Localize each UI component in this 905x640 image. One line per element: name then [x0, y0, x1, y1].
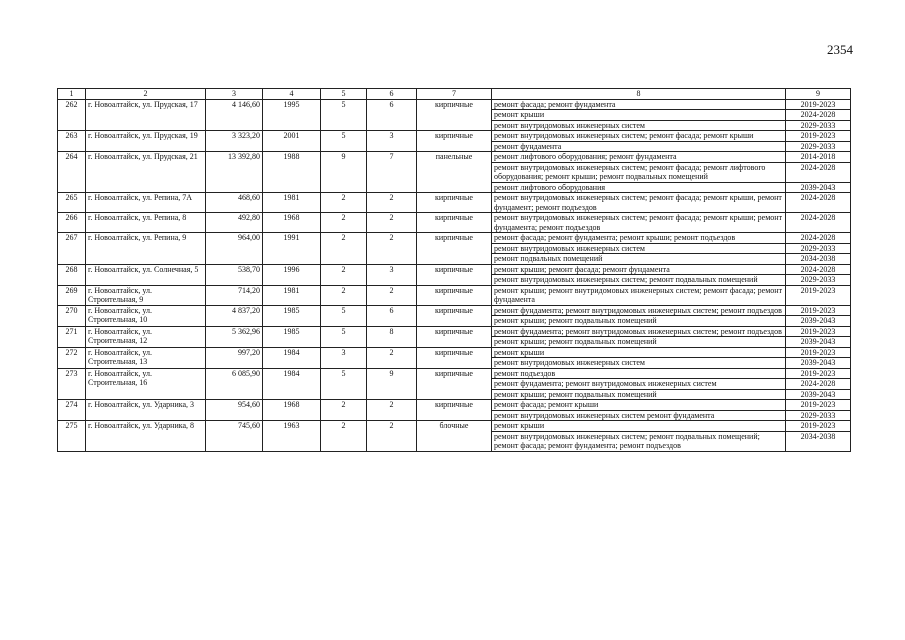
- table-row: [58, 400, 851, 411]
- area-cell: 997,20: [206, 347, 263, 368]
- header-cell: 1: [58, 89, 86, 100]
- repair-period-cell: 2019-2023: [786, 400, 851, 411]
- address-cell: г. Новоалтайск, ул. Прудская, 19: [86, 131, 206, 152]
- area-cell: 4 837,20: [206, 305, 263, 326]
- address-cell: г. Новоалтайск, ул. Прудская, 17: [86, 99, 206, 131]
- repair-work-cell: ремонт крыши; ремонт внутридомовых инженерных систем; ремонт фасада; ремонт фундамента: [492, 285, 786, 305]
- row-number: 267: [58, 233, 86, 265]
- repair-period-cell: 2029-2033: [786, 243, 851, 254]
- entrances-cell: 9: [367, 368, 417, 400]
- row-number: 266: [58, 213, 86, 233]
- floors-cell: 2: [321, 421, 367, 452]
- repair-period-cell: 2039-2043: [786, 389, 851, 400]
- header-cell: 8: [492, 89, 786, 100]
- repair-work-cell: ремонт подъездов: [492, 368, 786, 379]
- repair-work-cell: ремонт внутридомовых инженерных систем; ремонт фасада; ремонт крыши: [492, 131, 786, 142]
- floors-cell: 2: [321, 233, 367, 265]
- header-cell: 5: [321, 89, 367, 100]
- repair-work-cell: ремонт внутридомовых инженерных систем; ремонт фасада; ремонт крыши, ремонт фундамент; ремонт подъездов: [492, 193, 786, 213]
- address-cell: г. Новоалтайск, ул. Строительная, 12: [86, 326, 206, 347]
- floors-cell: 5: [321, 326, 367, 347]
- wall-material-cell: кирпичные: [417, 347, 492, 368]
- table-body: [58, 99, 851, 451]
- repair-period-cell: 2019-2023: [786, 285, 851, 305]
- year-cell: 1963: [263, 421, 321, 452]
- entrances-cell: 2: [367, 347, 417, 368]
- entrances-cell: 2: [367, 193, 417, 213]
- header-cell: 3: [206, 89, 263, 100]
- wall-material-cell: кирпичные: [417, 131, 492, 152]
- wall-material-cell: кирпичные: [417, 285, 492, 305]
- row-number: 268: [58, 264, 86, 285]
- year-cell: 1996: [263, 264, 321, 285]
- row-number: 271: [58, 326, 86, 347]
- area-cell: 492,80: [206, 213, 263, 233]
- address-cell: г. Новоалтайск, ул. Строительная, 13: [86, 347, 206, 368]
- year-cell: 1985: [263, 305, 321, 326]
- area-cell: 538,70: [206, 264, 263, 285]
- repair-period-cell: 2024-2028: [786, 233, 851, 244]
- repair-period-cell: 2039-2043: [786, 337, 851, 348]
- wall-material-cell: кирпичные: [417, 99, 492, 131]
- repair-work-cell: ремонт внутридомовых инженерных систем; ремонт фасада; ремонт крыши; ремонт фундамента; ремонт подъездов: [492, 213, 786, 233]
- row-number: 264: [58, 152, 86, 193]
- row-number: 273: [58, 368, 86, 400]
- repair-work-cell: ремонт внутридомовых инженерных систем: [492, 120, 786, 131]
- row-number: 272: [58, 347, 86, 368]
- area-cell: 13 392,80: [206, 152, 263, 193]
- address-cell: г. Новоалтайск, ул. Солнечная, 5: [86, 264, 206, 285]
- repair-work-cell: ремонт внутридомовых инженерных систем; ремонт подвальных помещений; ремонт фасада; ремонт фундамента; ремонт подъездов: [492, 431, 786, 451]
- table-row: [58, 99, 851, 110]
- floors-cell: 5: [321, 99, 367, 131]
- repair-period-cell: 2039-2043: [786, 316, 851, 327]
- repair-work-cell: ремонт подвальных помещений: [492, 254, 786, 265]
- repair-work-cell: ремонт крыши: [492, 347, 786, 358]
- table-row: [58, 347, 851, 358]
- wall-material-cell: кирпичные: [417, 368, 492, 400]
- repair-work-cell: ремонт лифтового оборудования: [492, 182, 786, 193]
- repair-period-cell: 2024-2028: [786, 379, 851, 390]
- repair-work-cell: ремонт внутридомовых инженерных систем; ремонт подвальных помещений: [492, 275, 786, 286]
- entrances-cell: 2: [367, 400, 417, 421]
- repair-period-cell: 2019-2023: [786, 99, 851, 110]
- row-number: 265: [58, 193, 86, 213]
- entrances-cell: 2: [367, 213, 417, 233]
- table-row: [58, 421, 851, 432]
- wall-material-cell: кирпичные: [417, 213, 492, 233]
- header-row: [58, 89, 851, 100]
- address-cell: г. Новоалтайск, ул. Строительная, 9: [86, 285, 206, 305]
- repair-period-cell: 2014-2018: [786, 152, 851, 163]
- entrances-cell: 2: [367, 233, 417, 265]
- year-cell: 1988: [263, 152, 321, 193]
- repair-work-cell: ремонт внутридомовых инженерных систем: [492, 243, 786, 254]
- year-cell: 1968: [263, 400, 321, 421]
- repair-work-cell: ремонт крыши: [492, 421, 786, 432]
- area-cell: 5 362,96: [206, 326, 263, 347]
- repair-period-cell: 2019-2023: [786, 305, 851, 316]
- floors-cell: 2: [321, 285, 367, 305]
- entrances-cell: 6: [367, 305, 417, 326]
- address-cell: г. Новоалтайск, ул. Репина, 7А: [86, 193, 206, 213]
- table-row: [58, 193, 851, 213]
- address-cell: г. Новоалтайск, ул. Репина, 9: [86, 233, 206, 265]
- repair-period-cell: 2029-2033: [786, 120, 851, 131]
- floors-cell: 5: [321, 131, 367, 152]
- repair-work-cell: ремонт крыши; ремонт подвальных помещений: [492, 389, 786, 400]
- wall-material-cell: кирпичные: [417, 233, 492, 265]
- area-cell: 468,60: [206, 193, 263, 213]
- entrances-cell: 2: [367, 421, 417, 452]
- housing-repair-table: [57, 88, 851, 452]
- repair-work-cell: ремонт фундамента: [492, 141, 786, 152]
- table-row: [58, 326, 851, 337]
- table-row: [58, 131, 851, 142]
- repair-work-cell: ремонт фасада; ремонт фундамента; ремонт крыши; ремонт подъездов: [492, 233, 786, 244]
- wall-material-cell: кирпичные: [417, 326, 492, 347]
- entrances-cell: 6: [367, 99, 417, 131]
- table-row: [58, 285, 851, 305]
- floors-cell: 5: [321, 305, 367, 326]
- floors-cell: 2: [321, 213, 367, 233]
- year-cell: 1984: [263, 347, 321, 368]
- header-cell: 7: [417, 89, 492, 100]
- header-cell: 2: [86, 89, 206, 100]
- repair-period-cell: 2019-2023: [786, 347, 851, 358]
- entrances-cell: 2: [367, 285, 417, 305]
- floors-cell: 2: [321, 264, 367, 285]
- repair-work-cell: ремонт крыши; ремонт подвальных помещений: [492, 316, 786, 327]
- repair-work-cell: ремонт фундамента; ремонт внутридомовых инженерных систем: [492, 379, 786, 390]
- address-cell: г. Новоалтайск, ул. Прудская, 21: [86, 152, 206, 193]
- repair-period-cell: 2019-2023: [786, 131, 851, 142]
- repair-period-cell: 2019-2023: [786, 421, 851, 432]
- address-cell: г. Новоалтайск, ул. Ударника, 8: [86, 421, 206, 452]
- entrances-cell: 8: [367, 326, 417, 347]
- repair-work-cell: ремонт лифтового оборудования; ремонт фундамента: [492, 152, 786, 163]
- row-number: 275: [58, 421, 86, 452]
- row-number: 274: [58, 400, 86, 421]
- area-cell: 964,00: [206, 233, 263, 265]
- wall-material-cell: кирпичные: [417, 193, 492, 213]
- repair-work-cell: ремонт фундамента; ремонт внутридомовых инженерных систем; ремонт подъездов: [492, 305, 786, 316]
- repair-period-cell: 2029-2033: [786, 275, 851, 286]
- repair-period-cell: 2029-2033: [786, 141, 851, 152]
- table-row: [58, 213, 851, 233]
- page-number: 2354: [827, 42, 853, 57]
- repair-work-cell: ремонт фундамента; ремонт внутридомовых инженерных систем; ремонт подъездов: [492, 326, 786, 337]
- repair-work-cell: ремонт крыши; ремонт подвальных помещений: [492, 337, 786, 348]
- repair-period-cell: 2024-2028: [786, 162, 851, 182]
- year-cell: 1981: [263, 285, 321, 305]
- area-cell: 6 085,90: [206, 368, 263, 400]
- repair-work-cell: ремонт фасада; ремонт крыши: [492, 400, 786, 411]
- header-cell: 6: [367, 89, 417, 100]
- wall-material-cell: кирпичные: [417, 264, 492, 285]
- entrances-cell: 3: [367, 131, 417, 152]
- year-cell: 1984: [263, 368, 321, 400]
- wall-material-cell: блочные: [417, 421, 492, 452]
- repair-work-cell: ремонт фасада; ремонт фундамента: [492, 99, 786, 110]
- repair-period-cell: 2024-2028: [786, 110, 851, 121]
- header-cell: 9: [786, 89, 851, 100]
- floors-cell: 9: [321, 152, 367, 193]
- repair-work-cell: ремонт внутридомовых инженерных систем ремонт фундамента: [492, 410, 786, 421]
- year-cell: 1995: [263, 99, 321, 131]
- repair-period-cell: 2024-2028: [786, 213, 851, 233]
- floors-cell: 3: [321, 347, 367, 368]
- area-cell: 745,60: [206, 421, 263, 452]
- year-cell: 1985: [263, 326, 321, 347]
- repair-period-cell: 2034-2038: [786, 254, 851, 265]
- row-number: 270: [58, 305, 86, 326]
- table-row: [58, 152, 851, 163]
- wall-material-cell: панельные: [417, 152, 492, 193]
- entrances-cell: 3: [367, 264, 417, 285]
- repair-period-cell: 2039-2043: [786, 358, 851, 369]
- repair-period-cell: 2029-2033: [786, 410, 851, 421]
- header-cell: 4: [263, 89, 321, 100]
- repair-period-cell: 2024-2028: [786, 193, 851, 213]
- table-row: [58, 305, 851, 316]
- table-row: [58, 233, 851, 244]
- row-number: 263: [58, 131, 86, 152]
- address-cell: г. Новоалтайск, ул. Строительная, 10: [86, 305, 206, 326]
- address-cell: г. Новоалтайск, ул. Репина, 8: [86, 213, 206, 233]
- floors-cell: 2: [321, 193, 367, 213]
- year-cell: 1968: [263, 213, 321, 233]
- area-cell: 954,60: [206, 400, 263, 421]
- area-cell: 714,20: [206, 285, 263, 305]
- row-number: 269: [58, 285, 86, 305]
- wall-material-cell: кирпичные: [417, 305, 492, 326]
- row-number: 262: [58, 99, 86, 131]
- wall-material-cell: кирпичные: [417, 400, 492, 421]
- year-cell: 2001: [263, 131, 321, 152]
- area-cell: 3 323,20: [206, 131, 263, 152]
- table-row: [58, 264, 851, 275]
- repair-work-cell: ремонт крыши: [492, 110, 786, 121]
- repair-work-cell: ремонт внутридомовых инженерных систем: [492, 358, 786, 369]
- repair-period-cell: 2034-2038: [786, 431, 851, 451]
- repair-period-cell: 2039-2043: [786, 182, 851, 193]
- entrances-cell: 7: [367, 152, 417, 193]
- year-cell: 1991: [263, 233, 321, 265]
- area-cell: 4 146,60: [206, 99, 263, 131]
- repair-period-cell: 2019-2023: [786, 368, 851, 379]
- repair-period-cell: 2024-2028: [786, 264, 851, 275]
- floors-cell: 2: [321, 400, 367, 421]
- repair-work-cell: ремонт крыши; ремонт фасада; ремонт фундамента: [492, 264, 786, 275]
- repair-period-cell: 2019-2023: [786, 326, 851, 337]
- address-cell: г. Новоалтайск, ул. Ударника, 3: [86, 400, 206, 421]
- table-row: [58, 368, 851, 379]
- year-cell: 1981: [263, 193, 321, 213]
- repair-work-cell: ремонт внутридомовых инженерных систем; ремонт фасада; ремонт лифтового оборудования; ремонт крыши; ремонт подвальных помещений: [492, 162, 786, 182]
- floors-cell: 5: [321, 368, 367, 400]
- address-cell: г. Новоалтайск, ул. Строительная, 16: [86, 368, 206, 400]
